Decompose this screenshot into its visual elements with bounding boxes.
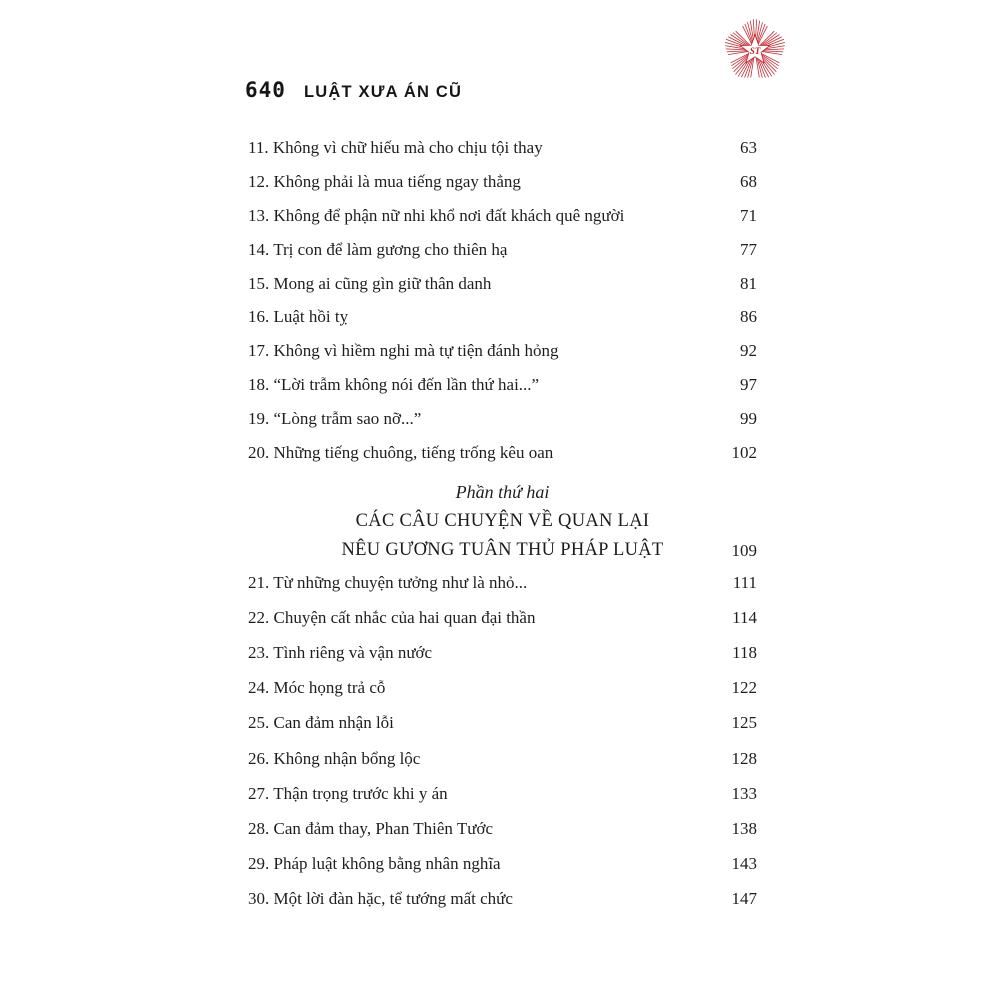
toc-list-part1 <box>248 131 757 470</box>
toc-entry <box>248 776 757 811</box>
toc-entry-title: 15. Mong ai cũng gìn giữ thân danh <box>248 273 492 293</box>
toc-entry <box>248 334 757 368</box>
toc-entry-page: 68 <box>740 171 757 191</box>
toc-entry-page: 147 <box>731 889 757 909</box>
toc-entry-page: 118 <box>732 642 757 662</box>
logo-monogram: ST <box>749 45 761 56</box>
toc-entry-page: 138 <box>731 818 757 838</box>
toc-entry <box>248 233 757 267</box>
folio-number: 640 <box>245 78 286 102</box>
toc-entry-title: 13. Không để phận nữ nhi khổ nơi đất khách quê người <box>248 205 625 225</box>
toc-entry <box>248 300 757 334</box>
toc-entry <box>248 165 757 199</box>
toc-entry <box>248 131 757 165</box>
page-header <box>245 78 462 102</box>
toc-entry-title: 18. “Lời trẫm không nói đến lần thứ hai...” <box>248 375 540 395</box>
part2-kicker: Phần thứ hai <box>455 482 550 502</box>
toc-entry-title: 19. “Lòng trẫm sao nỡ...” <box>248 409 422 429</box>
toc-entry-page: 111 <box>732 572 757 592</box>
publisher-logo <box>720 14 790 84</box>
book-title: LUẬT XƯA ÁN CŨ <box>303 83 463 101</box>
toc-entry-title: 28. Can đảm thay, Phan Thiên Tước <box>248 818 493 838</box>
toc-entry <box>248 706 757 741</box>
toc-entry <box>248 600 757 635</box>
toc-entry-page: 71 <box>740 205 757 225</box>
toc-entry <box>248 199 757 233</box>
toc-list-part2 <box>248 565 757 917</box>
toc-entry-title: 27. Thận trọng trước khi y án <box>248 783 448 803</box>
toc-entry <box>248 671 757 706</box>
red-star-emblem-icon <box>720 14 790 84</box>
toc-entry-page: 81 <box>740 273 757 293</box>
toc-entry-title: 14. Trị con để làm gương cho thiên hạ <box>248 239 508 259</box>
toc-entry-page: 77 <box>740 239 757 259</box>
toc-entry-page: 63 <box>740 137 757 157</box>
toc-entry-title: 23. Tình riêng và vận nước <box>248 642 433 662</box>
toc-entry-title: 20. Những tiếng chuông, tiếng trống kêu oan <box>248 442 554 462</box>
part2-title-line1: CÁC CÂU CHUYỆN VỀ QUAN LẠI <box>355 511 650 531</box>
toc-entry-title: 21. Từ những chuyện tưởng như là nhỏ... <box>248 572 528 592</box>
toc-entry-page: 114 <box>732 607 757 627</box>
toc-entry-title: 17. Không vì hiềm nghi mà tự tiện đánh hỏng <box>248 341 559 361</box>
toc-entry <box>248 635 757 670</box>
toc-entry-title: 25. Can đảm nhận lỗi <box>248 713 394 733</box>
toc-entry <box>248 847 757 882</box>
toc-entry-title: 16. Luật hồi tỵ <box>248 307 349 327</box>
toc-entry-page: 125 <box>731 713 757 733</box>
toc-entry-page: 102 <box>731 442 757 462</box>
toc-entry-title: 12. Không phải là mua tiếng ngay thẳng <box>248 171 521 191</box>
toc-entry-page: 99 <box>740 409 757 429</box>
toc-entry-title: 26. Không nhận bổng lộc <box>248 748 421 768</box>
toc-entry-page: 97 <box>740 375 757 395</box>
toc-entry-title: 11. Không vì chữ hiếu mà cho chịu tội thay <box>248 137 543 157</box>
part2-title-line2: NÊU GƯƠNG TUÂN THỦ PHÁP LUẬT <box>341 540 664 560</box>
toc-entry-page: 128 <box>731 748 757 768</box>
toc-entry <box>248 741 757 776</box>
toc-entry-page: 143 <box>731 854 757 874</box>
toc-entry-page: 92 <box>740 341 757 361</box>
toc-entry-title: 24. Móc họng trả cỗ <box>248 678 386 698</box>
toc-entry-title: 30. Một lời đàn hặc, tể tướng mất chức <box>248 889 513 909</box>
toc-entry-title: 22. Chuyện cất nhắc của hai quan đại thần <box>248 607 536 627</box>
toc-entry <box>248 402 757 436</box>
toc-entry <box>248 368 757 402</box>
part2-page-number: 109 <box>731 541 757 560</box>
toc-entry-page: 133 <box>731 783 757 803</box>
toc-entry <box>248 267 757 301</box>
toc-entry <box>248 436 757 470</box>
toc-entry-title: 29. Pháp luật không bằng nhân nghĩa <box>248 854 501 874</box>
toc-entry-page: 122 <box>731 678 757 698</box>
toc-entry <box>248 882 757 917</box>
toc-entry-page: 86 <box>740 307 757 327</box>
part2-heading <box>248 478 757 565</box>
toc-entry <box>248 811 757 846</box>
toc-entry <box>248 565 757 600</box>
